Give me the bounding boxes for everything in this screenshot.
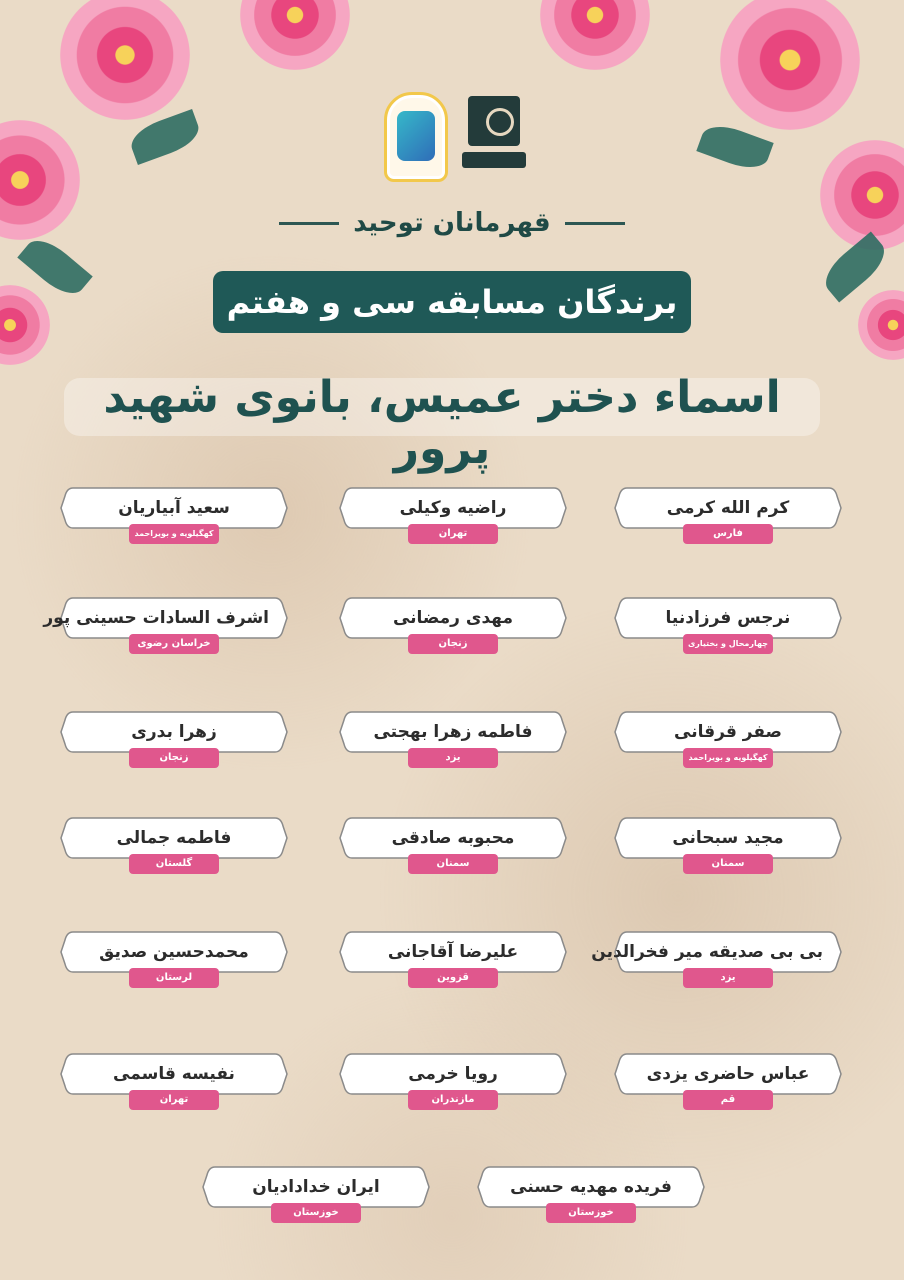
winner-name: مهدی رمضانی [392,608,514,628]
winner-card [43,596,289,649]
winner-name: کرم الله کرمی [666,498,790,518]
winner-name: اشرف السادات حسینی پور [43,608,269,628]
rose-decoration-top-left-3 [240,0,350,70]
winner-card [338,1052,568,1105]
winner-card [59,816,289,869]
winner-name: نفیسه قاسمی [113,1064,235,1084]
winner-card [613,486,843,539]
rose-decoration-left [0,285,50,365]
winner-name: فاطمه جمالی [116,828,232,848]
winner-card [59,486,289,538]
subtitle [0,208,904,238]
winner-name: نرجس فرزادنیا [665,608,791,628]
province-badge: گلستان [129,854,219,874]
province-badge: قزوین [408,968,498,988]
winner-name: ایران خدادادیان [252,1177,380,1197]
winner-name: سعید آبیاریان [118,498,230,518]
winner-card [338,710,568,763]
province-badge: کهگیلویه و بویراحمد [129,524,219,544]
title-banner [213,271,691,333]
rose-decoration-top-left [60,0,190,120]
winner-card [613,710,843,762]
winner-card [338,816,568,869]
province-badge: زنجان [408,634,498,654]
province-badge: خوزستان [546,1203,636,1223]
rose-decoration-right [858,290,904,360]
province-badge: لرستان [129,968,219,988]
winner-name: فاطمه زهرا بهجتی [373,722,533,742]
winner-card [338,596,568,649]
winner-name: مجید سبحانی [672,828,784,848]
province-badge: مازندران [408,1090,498,1110]
leaf-decoration [696,119,773,175]
province-badge: چهارمحال و بختیاری [683,634,773,654]
winner-name: عباس حاضری یزدی [646,1064,810,1084]
province-badge: قم [683,1090,773,1110]
title-text: برندگان مسابقه سی و هفتم [226,283,678,321]
province-badge: یزد [683,968,773,988]
province-badge: خوزستان [271,1203,361,1223]
divider-line [279,222,339,225]
winner-name: محبوبه صادقی [391,828,515,848]
winner-card [591,930,843,983]
province-badge: زنجان [129,748,219,768]
winner-card [613,596,843,648]
winner-name: راضیه وکیلی [399,498,507,518]
winner-card [476,1165,706,1218]
province-badge: کهگیلویه و بویراحمد [683,748,773,768]
province-badge: فارس [683,524,773,544]
winner-name: صفر قرقانی [674,722,782,742]
province-badge: تهران [408,524,498,544]
winner-card [59,930,289,983]
winner-name: علیرضا آقاجانی [387,942,519,962]
winner-name: رویا خرمی [408,1064,498,1084]
divider-line [565,222,625,225]
subtitle-text: قهرمانان توحید [353,208,551,238]
winner-card [613,1052,843,1105]
winner-card [338,486,568,539]
rose-decoration-top-right-3 [540,0,650,70]
province-badge: سمنان [683,854,773,874]
winner-card [338,930,568,983]
winner-name: فریده مهدیه حسنی [510,1177,672,1197]
province-badge: تهران [129,1090,219,1110]
program-logo [384,92,448,182]
province-badge: سمنان [408,854,498,874]
organization-logo [462,96,526,176]
winner-card [613,816,843,869]
winner-name: زهرا بدری [131,722,217,742]
winner-name: بی بی صدیقه میر فخرالدین [591,942,823,962]
winner-name: محمدحسین صدیق [99,942,249,962]
province-badge: خراسان رضوی [129,634,219,654]
province-badge: یزد [408,748,498,768]
winner-card [201,1165,431,1218]
rose-decoration-top-right [720,0,860,130]
competition-heading: اسماء دختر عمیس، بانوی شهید پرور [103,372,781,474]
winner-card [59,1052,289,1105]
winner-card [59,710,289,763]
